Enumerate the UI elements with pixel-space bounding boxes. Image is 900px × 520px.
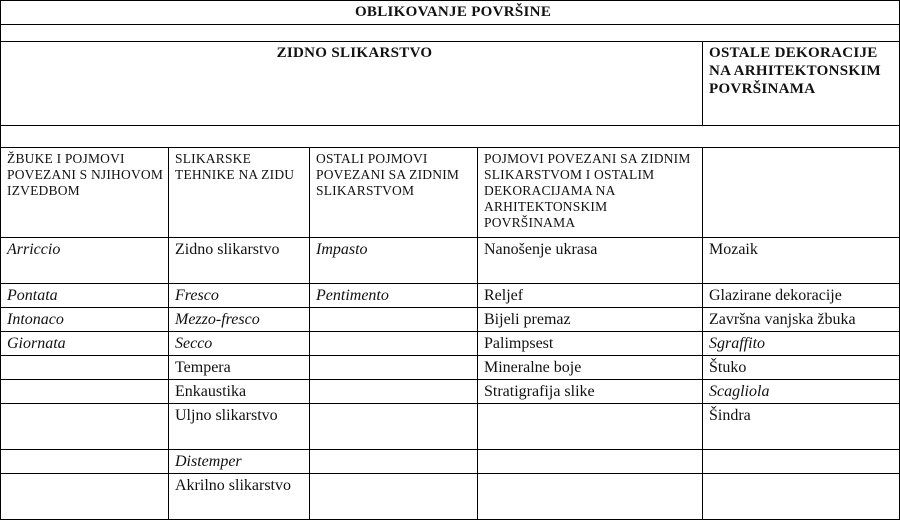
table-cell: Mezzo-fresco xyxy=(169,308,310,332)
table-cell: Zidno slikarstvo xyxy=(169,238,310,284)
table-cell: Palimpsest xyxy=(478,332,703,356)
table-cell: Akrilno slikarstvo xyxy=(169,474,310,520)
table-cell: Mineralne boje xyxy=(478,356,703,380)
column-header-related-terms: POJMOVI POVEZANI SA ZIDNIM SLIKARSTVOM I OSTALIM DEKORACIJAMA NA ARHITEKTONSKIM POVRŠINAMA xyxy=(478,148,703,238)
table-cell xyxy=(478,474,703,520)
table-cell xyxy=(703,450,900,474)
table-cell xyxy=(310,474,478,520)
table-cell: Stratigrafija slike xyxy=(478,380,703,404)
table-cell: Pontata xyxy=(1,284,169,308)
table-cell xyxy=(1,450,169,474)
column-header-plasters: ŽBUKE I POJMOVI POVEZANI S NJIHOVOM IZVEDBOM xyxy=(1,148,169,238)
table-cell xyxy=(310,404,478,450)
group-header-wall-painting: ZIDNO SLIKARSTVO xyxy=(1,42,703,126)
spacer-row xyxy=(1,126,900,148)
table-cell xyxy=(1,356,169,380)
table-cell xyxy=(1,380,169,404)
group-header-other-decorations: OSTALE DEKORACIJE NA ARHITEKTONSKIM POVRŠINAMA xyxy=(703,42,900,126)
column-header-other-terms: OSTALI POJMOVI POVEZANI SA ZIDNIM SLIKARSTVOM xyxy=(310,148,478,238)
table-cell xyxy=(310,450,478,474)
table-cell: Enkaustika xyxy=(169,380,310,404)
table-cell: Šindra xyxy=(703,404,900,450)
table-cell: Scagliola xyxy=(703,380,900,404)
table-cell: Završna vanjska žbuka xyxy=(703,308,900,332)
table-cell: Mozaik xyxy=(703,238,900,284)
table-cell xyxy=(310,332,478,356)
table-cell xyxy=(310,356,478,380)
table-cell: Bijeli premaz xyxy=(478,308,703,332)
column-header-painting-techniques: SLIKARSKE TEHNIKE NA ZIDU xyxy=(169,148,310,238)
table-cell: Pentimento xyxy=(310,284,478,308)
table-cell xyxy=(1,404,169,450)
table-cell: Secco xyxy=(169,332,310,356)
column-header-empty xyxy=(703,148,900,238)
table-cell: Glazirane dekoracije xyxy=(703,284,900,308)
table-title: OBLIKOVANJE POVRŠINE xyxy=(1,1,900,25)
table-cell xyxy=(478,450,703,474)
spacer-row xyxy=(1,25,900,42)
table-cell: Sgraffito xyxy=(703,332,900,356)
table-cell xyxy=(478,404,703,450)
table-cell: Reljef xyxy=(478,284,703,308)
table-cell xyxy=(310,308,478,332)
table-cell xyxy=(703,474,900,520)
table-cell: Distemper xyxy=(169,450,310,474)
table-cell: Štuko xyxy=(703,356,900,380)
table-cell xyxy=(1,474,169,520)
table-cell xyxy=(310,380,478,404)
table-cell: Intonaco xyxy=(1,308,169,332)
table-cell: Tempera xyxy=(169,356,310,380)
table-cell: Fresco xyxy=(169,284,310,308)
table-cell: Nanošenje ukrasa xyxy=(478,238,703,284)
table-cell: Impasto xyxy=(310,238,478,284)
table-cell: Uljno slikarstvo xyxy=(169,404,310,450)
table-cell: Arriccio xyxy=(1,238,169,284)
table-cell: Giornata xyxy=(1,332,169,356)
